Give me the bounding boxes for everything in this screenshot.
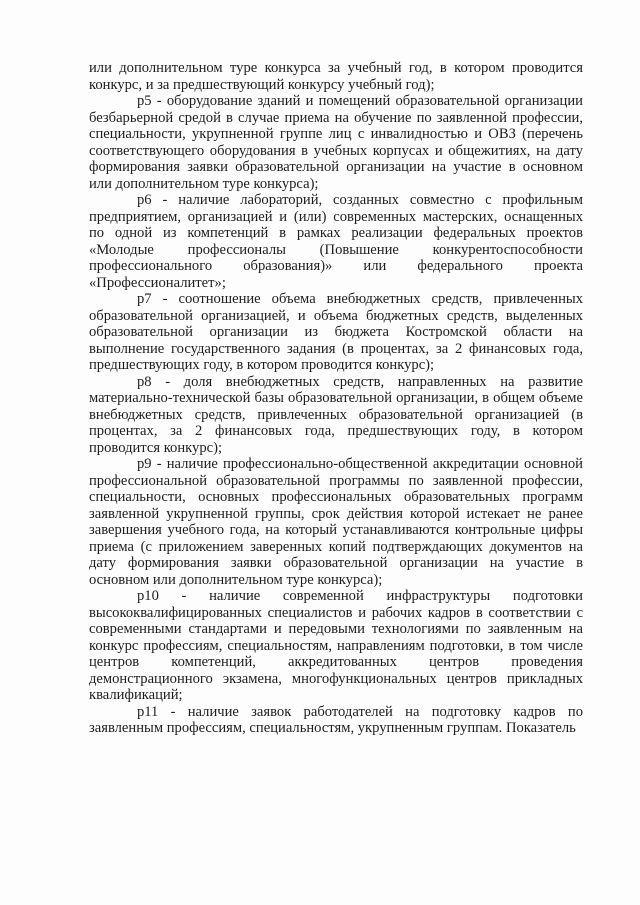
paragraph-p8: р8 - доля внебюджетных средств, направленных на развитие материально-технической базы образовательной организации, в общем объеме внебюджетных средств, привлеченных образовательной организацией (в процентах, за 2 финансовых года, предшествующих году, в котором проводится конкурс); bbox=[89, 373, 583, 456]
paragraph-p9: р9 - наличие профессионально-общественной аккредитации основной профессиональной образовательной программы по заявленной профессии, специальности, основных профессиональных образовательных программ заявленной укрупненной группы, срок действия которой истекает не ранее завершения учебного года, на который устанавливаются контрольные цифры приема (с приложением заверенных копий подтверждающих документов на дату формирования заявки образовательной организации на участие в основном или дополнительном туре конкурса); bbox=[89, 456, 583, 588]
paragraph-p10: р10 - наличие современной инфраструктуры подготовки высококвалифицированных специалистов и рабочих кадров в соответствии с современными стандартами и передовыми технологиями по заявленным на конкурс профессиям, специальностям, направлениям подготовки, в том числе центров компетенций, аккредитованных центров проведения демонстрационного экзамена, многофункциональных центров прикладных квалификаций; bbox=[89, 588, 583, 703]
paragraph-p5: р5 - оборудование зданий и помещений образовательной организации безбарьерной средой в случае приема на обучение по заявленной профессии, специальности, укрупненной группе лиц с инвалидностью и ОВЗ (перечень соответствующего оборудования в учебных корпусах и общежитиях, на дату формирования заявки образовательной организации на участие в основном или дополнительном туре конкурса); bbox=[89, 93, 583, 192]
paragraph-p6: р6 - наличие лабораторий, созданных совместно с профильным предприятием, организацией и (или) современных мастерских, оснащенных по одной из компетенций в рамках реализации федеральных проектов «Молодые профессионалы (Повышение конкурентоспособности профессионального образования)» или федерального проекта «Профессионалитет»; bbox=[89, 192, 583, 291]
paragraph-p7: р7 - соотношение объема внебюджетных средств, привлеченных образовательной организацией, и объема бюджетных средств, выделенных образовательной организации из бюджета Костромской области на выполнение государственного задания (в процентах, за 2 финансовых года, предшествующих году, в котором проводится конкурс); bbox=[89, 291, 583, 373]
document-body bbox=[89, 60, 583, 737]
paragraph-p11: р11 - наличие заявок работодателей на подготовку кадров по заявленным профессиям, специальностям, укрупненным группам. Показатель bbox=[89, 703, 583, 736]
paragraph-continuation: или дополнительном туре конкурса за учебный год, в котором проводится конкурс, и за предшествующий конкурсу учебный год); bbox=[89, 60, 583, 93]
